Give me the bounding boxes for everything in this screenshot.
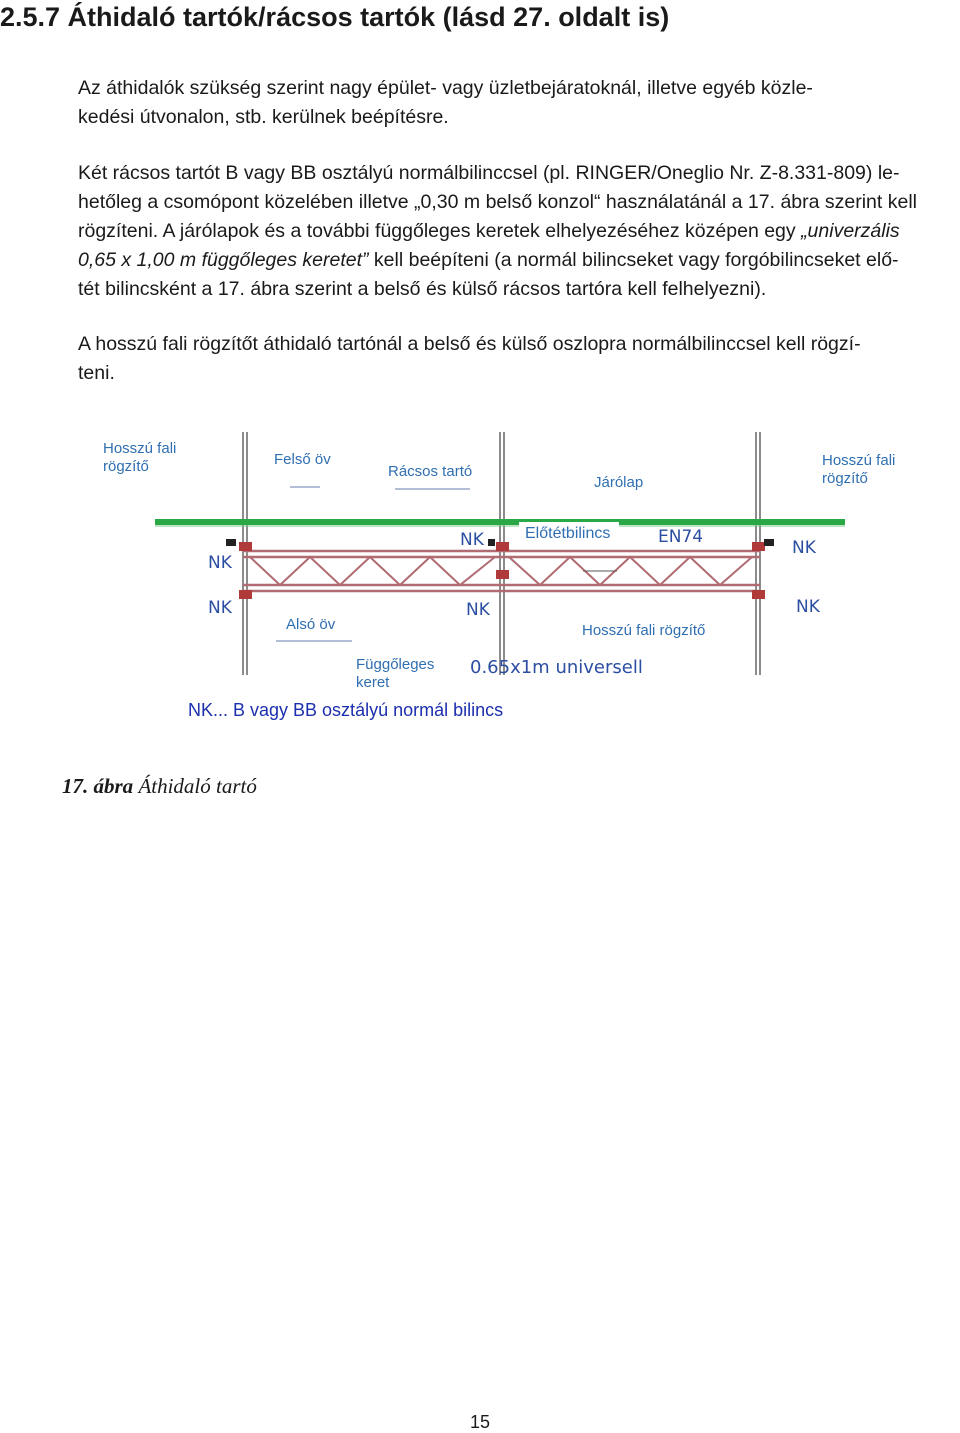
text-line: hetőleg a csomópont közelében illetve „0,30 m belső konzol“ használatánál a 17. ábra szerint kell <box>78 191 917 213</box>
text-line: rögzíteni. A járólapok és a további függőleges keretek elhelyezéséhez középen egy „univerzális <box>78 220 900 242</box>
nk-marker: NK <box>796 597 820 617</box>
nk-marker: NK <box>208 598 232 618</box>
paragraph-wall-tie <box>78 330 960 388</box>
universal-frame-label: 0.65x1m universell <box>470 657 643 678</box>
label-top-chord: Felső öv <box>274 451 331 468</box>
label-long-wall-tie-left: Hosszú fali rögzítő <box>103 440 177 475</box>
paragraph-clamp-instructions <box>78 159 960 304</box>
text-line: Két rácsos tartót B vagy BB osztályú normálbilinccsel (pl. RINGER/Oneglio Nr. Z-8.331-809) le- <box>78 162 900 184</box>
label-vertical-frame: Függőleges keret <box>356 656 435 691</box>
nk-legend: NK... B vagy BB osztályú normál bilincs <box>188 700 504 720</box>
nk-marker: NK <box>208 553 232 573</box>
page-number: 15 <box>469 1412 491 1432</box>
nk-marker: NK <box>792 538 816 558</box>
label-coupler-clamp: Előtétbilincs <box>525 525 611 542</box>
label-long-wall-tie-bottom: Hosszú fali rögzítő <box>582 622 706 639</box>
section-heading: 2.5.7 Áthidaló tartók/rácsos tartók (lásd 27. oldalt is) <box>0 2 670 32</box>
paragraph-intro <box>78 74 960 132</box>
label-long-wall-tie-right: Hosszú fali rögzítő <box>822 452 896 487</box>
nk-marker: NK <box>466 600 490 620</box>
caption-number: 17. ábra <box>62 774 134 798</box>
text-line: A hosszú fali rögzítőt áthidaló tartónál a belső és külső oszlopra normálbilinccsel kell rögzí- <box>78 333 861 355</box>
caption-title: Áthidaló tartó <box>133 774 257 798</box>
en74-label: EN74 <box>658 527 704 547</box>
label-bottom-chord: Alsó öv <box>286 616 336 633</box>
label-lattice-girder: Rácsos tartó <box>388 463 473 480</box>
text-line: tét bilincsként a 17. ábra szerint a belső és külső rácsos tartóra kell felhelyezni). <box>78 278 767 300</box>
label-deck-plank: Járólap <box>594 474 644 491</box>
text-line: kedési útvonalon, stb. kerülnek beépítésre. <box>78 106 449 128</box>
figure-caption <box>62 774 257 799</box>
text-line: 0,65 x 1,00 m függőleges keretet” kell beépíteni (a normál bilincseket vagy forgóbilincseket elő- <box>78 249 899 271</box>
nk-marker: NK <box>460 530 484 550</box>
text-line: teni. <box>78 362 115 384</box>
text-line: Az áthidalók szükség szerint nagy épület- vagy üzletbejáratoknál, illetve egyéb közle- <box>78 77 813 99</box>
